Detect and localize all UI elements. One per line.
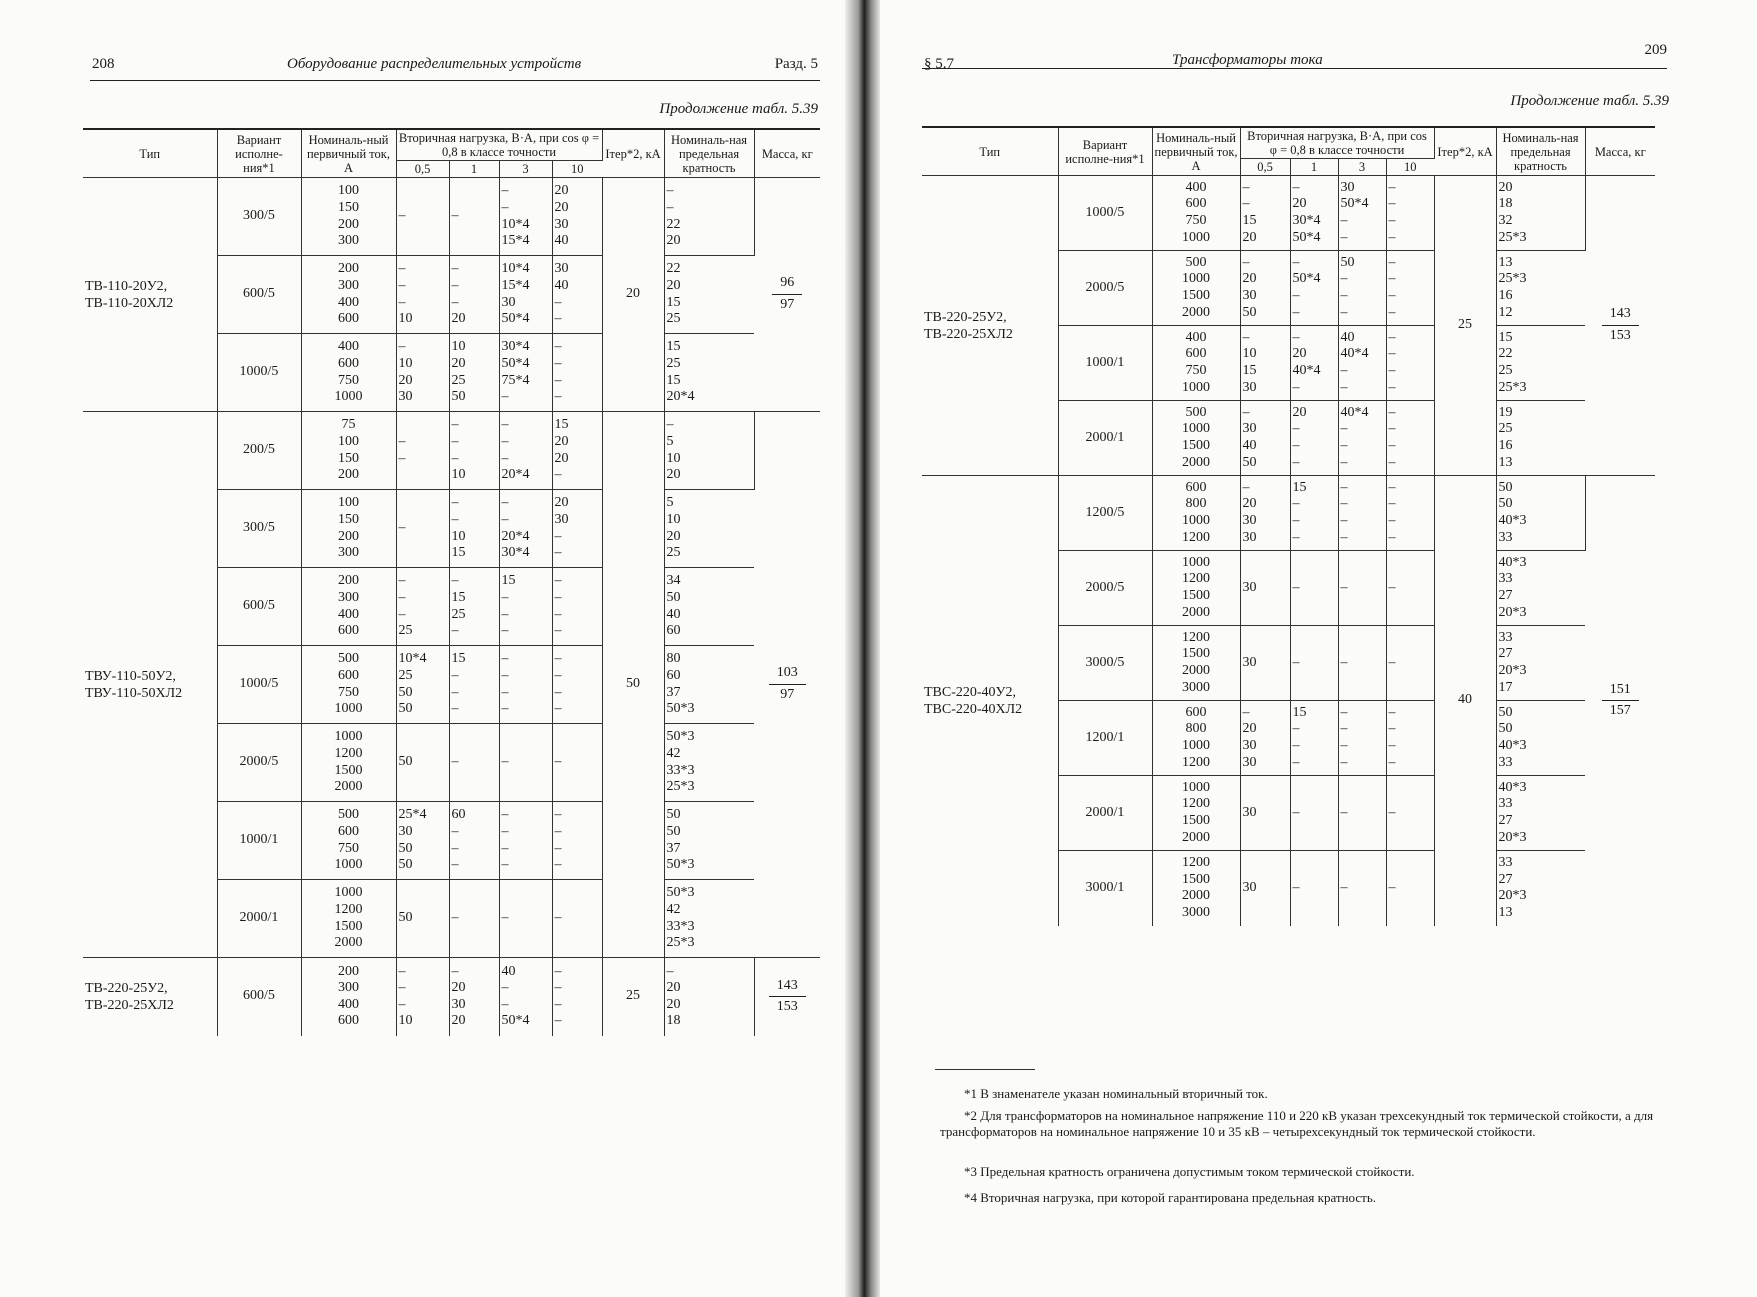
col-header-class-1: 1 — [449, 161, 499, 178]
load-class-3-cell: – — [1338, 851, 1386, 926]
current-cell: 1000 1200 1500 2000 — [1152, 551, 1240, 626]
load-class-1-cell: – 50*4 – – — [1290, 251, 1338, 326]
load-class-10-cell: 20 20 30 40 — [552, 178, 602, 256]
load-class-10-cell: – — [1386, 551, 1434, 626]
ratio-cell: – 20 20 18 — [664, 958, 754, 1036]
load-class-1-cell: – — [1290, 776, 1338, 851]
load-class-1-cell: – — [449, 178, 499, 256]
load-class-05-cell: – – 15 20 — [1240, 176, 1290, 251]
mass-numerator: 151 — [1602, 682, 1639, 702]
variant-cell: 300/5 — [217, 490, 301, 568]
load-class-3-cell: – — [499, 724, 552, 802]
left-page-number: 208 — [92, 56, 115, 72]
col-header-class-3: 3 — [1338, 159, 1386, 176]
mass-cell — [1585, 476, 1655, 926]
load-class-1-cell: – – 10 15 — [449, 490, 499, 568]
load-class-3-cell: – — [499, 880, 552, 958]
right-running-title: Трансформаторы тока — [1172, 52, 1323, 68]
variant-cell: 300/5 — [217, 178, 301, 256]
type-cell: ТВ-220-25У2, ТВ-220-25ХЛ2 — [83, 958, 217, 1036]
ratio-cell: – – 22 20 — [664, 178, 754, 256]
load-class-3-cell: – — [1338, 626, 1386, 701]
load-class-05-cell: – 10 20 30 — [396, 334, 449, 412]
variant-cell: 1200/1 — [1058, 701, 1152, 776]
load-class-3-cell: – – – – — [499, 646, 552, 724]
load-class-10-cell: – – – – — [552, 802, 602, 880]
ratio-cell: 50 50 37 50*3 — [664, 802, 754, 880]
load-class-1-cell: 15 – – – — [1290, 701, 1338, 776]
col-header-class-05: 0,5 — [1240, 159, 1290, 176]
ratio-cell: 40*3 33 27 20*3 — [1496, 551, 1585, 626]
current-cell: 1000 1200 1500 2000 — [301, 880, 396, 958]
load-class-3-cell: 15 – – – — [499, 568, 552, 646]
ratio-cell: 34 50 40 60 — [664, 568, 754, 646]
load-class-05-cell: – – – 10 — [396, 256, 449, 334]
load-class-10-cell: – — [1386, 776, 1434, 851]
col-header-iter: Iтер*2, кА — [1434, 127, 1496, 176]
load-class-3-cell: 10*4 15*4 30 50*4 — [499, 256, 552, 334]
load-class-3-cell: 40*4 – – – — [1338, 401, 1386, 476]
table-row — [922, 476, 1655, 551]
table-row — [83, 412, 820, 490]
mass-numerator: 103 — [769, 665, 806, 685]
ratio-cell: 50 50 40*3 33 — [1496, 476, 1585, 551]
load-class-3-cell: 30 50*4 – – — [1338, 176, 1386, 251]
variant-cell: 2000/5 — [217, 724, 301, 802]
col-header-type: Тип — [83, 129, 217, 178]
variant-cell: 2000/5 — [1058, 251, 1152, 326]
current-cell: 100 150 200 300 — [301, 178, 396, 256]
col-header-class-1: 1 — [1290, 159, 1338, 176]
col-header-kr: Номиналь-ная предельная кратность — [664, 129, 754, 178]
load-class-1-cell: – – – 10 — [449, 412, 499, 490]
variant-cell: 2000/5 — [1058, 551, 1152, 626]
current-cell: 400 600 750 1000 — [1152, 326, 1240, 401]
col-header-load: Вторичная нагрузка, В·А, при cos φ = 0,8 в классе точности — [1240, 127, 1434, 159]
load-class-3-cell: 30*4 50*4 75*4 – — [499, 334, 552, 412]
variant-cell: 1000/1 — [217, 802, 301, 880]
ratio-cell: 50*3 42 33*3 25*3 — [664, 880, 754, 958]
load-class-3-cell: – — [1338, 551, 1386, 626]
type-cell: ТВС-220-40У2, ТВС-220-40ХЛ2 — [922, 476, 1058, 926]
left-table-caption: Продолжение табл. 5.39 — [659, 101, 818, 117]
ratio-cell: 15 25 15 20*4 — [664, 334, 754, 412]
col-header-mass: Масса, кг — [1585, 127, 1655, 176]
variant-cell: 600/5 — [217, 256, 301, 334]
right-page-number: 209 — [1644, 42, 1667, 58]
load-class-05-cell: – – — [396, 412, 449, 490]
load-class-05-cell: 30 — [1240, 851, 1290, 926]
load-class-10-cell: – — [1386, 851, 1434, 926]
ratio-cell: 33 27 20*3 13 — [1496, 851, 1585, 926]
load-class-10-cell: – – – – — [552, 646, 602, 724]
load-class-05-cell: – 20 30 30 — [1240, 476, 1290, 551]
type-cell: ТВ-220-25У2, ТВ-220-25ХЛ2 — [922, 176, 1058, 476]
mass-fraction — [1602, 306, 1639, 344]
variant-cell: 600/5 — [217, 568, 301, 646]
col-header-load: Вторичная нагрузка, В·А, при cos φ = 0,8 в классе точности — [396, 129, 602, 161]
ratio-cell: 40*3 33 27 20*3 — [1496, 776, 1585, 851]
load-class-10-cell: – – – – — [1386, 701, 1434, 776]
mass-fraction — [769, 978, 806, 1016]
current-cell: 100 150 200 300 — [301, 490, 396, 568]
load-class-10-cell: 20 30 – – — [552, 490, 602, 568]
load-class-1-cell: 10 20 25 50 — [449, 334, 499, 412]
load-class-3-cell: – – – – — [1338, 701, 1386, 776]
ratio-cell: 19 25 16 13 — [1496, 401, 1585, 476]
left-running-title: Оборудование распределительных устройств — [287, 56, 582, 72]
mass-denominator: 157 — [1609, 703, 1631, 719]
footnote-1: *1 В знаменателе указан номинальный вторичный ток. — [964, 1086, 1268, 1101]
current-cell: 1000 1200 1500 2000 — [301, 724, 396, 802]
ratio-cell: 80 60 37 50*3 — [664, 646, 754, 724]
load-class-1-cell: – — [1290, 851, 1338, 926]
right-running-header — [922, 42, 1667, 72]
right-page — [880, 0, 1757, 1297]
load-class-1-cell: – — [449, 724, 499, 802]
right-data-table — [922, 126, 1655, 926]
load-class-10-cell: – – – – — [1386, 251, 1434, 326]
load-class-10-cell: – – – – — [1386, 176, 1434, 251]
mass-denominator: 153 — [1609, 328, 1631, 343]
mass-denominator: 97 — [780, 687, 795, 702]
current-cell: 400 600 750 1000 — [1152, 176, 1240, 251]
load-class-1-cell: – 20 40*4 – — [1290, 326, 1338, 401]
current-cell: 1200 1500 2000 3000 — [1152, 851, 1240, 926]
load-class-10-cell: – – – – — [1386, 401, 1434, 476]
load-class-05-cell: 30 — [1240, 776, 1290, 851]
col-header-current: Номиналь-ный первичный ток, А — [1152, 127, 1240, 176]
current-cell: 500 1000 1500 2000 — [1152, 251, 1240, 326]
load-class-3-cell: 40 40*4 – – — [1338, 326, 1386, 401]
load-class-10-cell: – — [552, 880, 602, 958]
load-class-05-cell: 10*4 25 50 50 — [396, 646, 449, 724]
ratio-cell: 15 22 25 25*3 — [1496, 326, 1585, 401]
load-class-05-cell: 30 — [1240, 626, 1290, 701]
footnote-3: *3 Предельная кратность ограничена допустимым током термической стойкости. — [964, 1164, 1415, 1179]
variant-cell: 2000/1 — [217, 880, 301, 958]
table-row — [83, 958, 820, 1036]
variant-cell: 1000/1 — [1058, 326, 1152, 401]
mass-denominator: 97 — [780, 297, 795, 312]
variant-cell: 600/5 — [217, 958, 301, 1036]
left-section-label: Разд. 5 — [774, 56, 818, 72]
current-cell: 200 300 400 600 — [301, 568, 396, 646]
type-cell: ТВ-110-20У2, ТВ-110-20ХЛ2 — [83, 178, 217, 412]
left-page — [0, 0, 845, 1297]
current-cell: 75 100 150 200 — [301, 412, 396, 490]
load-class-10-cell: 30 40 – – — [552, 256, 602, 334]
variant-cell: 1200/5 — [1058, 476, 1152, 551]
col-header-class-3: 3 — [499, 161, 552, 178]
mass-fraction — [772, 275, 802, 313]
footnote-2: *2 Для трансформаторов на номинальное напряжение 110 и 220 кВ указан трехсекундный ток термической стойкости, а для трансформаторов на номинальное напряжение 10 и 35 кВ – четырехсекундный ток термической стойкости. — [940, 1108, 1654, 1139]
footnote-rule — [935, 1069, 1035, 1070]
ratio-cell: – 5 10 20 — [664, 412, 754, 490]
current-cell: 500 600 750 1000 — [301, 802, 396, 880]
iter-cell: 25 — [1434, 176, 1496, 476]
load-class-1-cell: – 20 30*4 50*4 — [1290, 176, 1338, 251]
load-class-05-cell: – – – 10 — [396, 958, 449, 1036]
load-class-1-cell: 15 – – – — [1290, 476, 1338, 551]
ratio-cell: 13 25*3 16 12 — [1496, 251, 1585, 326]
load-class-05-cell: 50 — [396, 724, 449, 802]
type-cell: ТВУ-110-50У2, ТВУ-110-50ХЛ2 — [83, 412, 217, 958]
load-class-1-cell: – 20 30 20 — [449, 958, 499, 1036]
right-section-label: § 5.7 — [924, 56, 954, 72]
load-class-10-cell: – – – – — [1386, 326, 1434, 401]
ratio-cell: 50 50 40*3 33 — [1496, 701, 1585, 776]
variant-cell: 2000/1 — [1058, 776, 1152, 851]
table-row — [83, 178, 820, 256]
mass-fraction — [1602, 682, 1639, 720]
col-header-class-10: 10 — [552, 161, 602, 178]
current-cell: 1000 1200 1500 2000 — [1152, 776, 1240, 851]
load-class-1-cell: – 15 25 – — [449, 568, 499, 646]
left-running-header — [90, 54, 820, 81]
ratio-cell: 5 10 20 25 — [664, 490, 754, 568]
load-class-3-cell: – – 20*4 30*4 — [499, 490, 552, 568]
load-class-10-cell: – — [552, 724, 602, 802]
mass-cell — [1585, 176, 1655, 476]
load-class-1-cell: 20 – – – — [1290, 401, 1338, 476]
current-cell: 500 600 750 1000 — [301, 646, 396, 724]
load-class-1-cell: – — [1290, 551, 1338, 626]
current-cell: 600 800 1000 1200 — [1152, 476, 1240, 551]
col-header-type: Тип — [922, 127, 1058, 176]
load-class-1-cell: 60 – – – — [449, 802, 499, 880]
variant-cell: 200/5 — [217, 412, 301, 490]
mass-cell — [754, 958, 820, 1036]
book-spine — [845, 0, 880, 1297]
load-class-05-cell: 50 — [396, 880, 449, 958]
mass-numerator: 143 — [1602, 306, 1639, 326]
variant-cell: 3000/5 — [1058, 626, 1152, 701]
current-cell: 500 1000 1500 2000 — [1152, 401, 1240, 476]
ratio-cell: 20 18 32 25*3 — [1496, 176, 1585, 251]
col-header-variant: Вариант исполне-ния*1 — [1058, 127, 1152, 176]
load-class-05-cell: – — [396, 178, 449, 256]
mass-cell — [754, 178, 820, 412]
load-class-05-cell: – 10 15 30 — [1240, 326, 1290, 401]
variant-cell: 1000/5 — [217, 646, 301, 724]
current-cell: 1200 1500 2000 3000 — [1152, 626, 1240, 701]
iter-cell: 50 — [602, 412, 664, 958]
mass-fraction — [769, 665, 806, 703]
mass-denominator: 153 — [776, 999, 798, 1015]
variant-cell: 3000/1 — [1058, 851, 1152, 926]
load-class-3-cell: – – – – — [1338, 476, 1386, 551]
load-class-05-cell: – 20 30 50 — [1240, 251, 1290, 326]
ratio-cell: 33 27 20*3 17 — [1496, 626, 1585, 701]
table-row — [922, 176, 1655, 251]
variant-cell: 1000/5 — [1058, 176, 1152, 251]
load-class-05-cell: 30 — [1240, 551, 1290, 626]
iter-cell: 40 — [1434, 476, 1496, 926]
variant-cell: 1000/5 — [217, 334, 301, 412]
load-class-10-cell: – – – – — [552, 958, 602, 1036]
iter-cell: 20 — [602, 178, 664, 412]
col-header-variant: Вариант исполне-ния*1 — [217, 129, 301, 178]
load-class-05-cell: – – – 25 — [396, 568, 449, 646]
load-class-3-cell: – – 10*4 15*4 — [499, 178, 552, 256]
load-class-1-cell: 15 – – – — [449, 646, 499, 724]
current-cell: 600 800 1000 1200 — [1152, 701, 1240, 776]
mass-numerator: 143 — [769, 978, 806, 998]
load-class-10-cell: – – – – — [552, 334, 602, 412]
load-class-05-cell: – 30 40 50 — [1240, 401, 1290, 476]
variant-cell: 2000/1 — [1058, 401, 1152, 476]
load-class-10-cell: – – – – — [1386, 476, 1434, 551]
load-class-3-cell: – – – 20*4 — [499, 412, 552, 490]
load-class-10-cell: 15 20 20 – — [552, 412, 602, 490]
load-class-3-cell: 50 – – – — [1338, 251, 1386, 326]
right-table-caption: Продолжение табл. 5.39 — [1510, 93, 1669, 109]
load-class-05-cell: 25*4 30 50 50 — [396, 802, 449, 880]
load-class-05-cell: – 20 30 30 — [1240, 701, 1290, 776]
load-class-1-cell: – — [449, 880, 499, 958]
current-cell: 200 300 400 600 — [301, 256, 396, 334]
load-class-3-cell: – – – – — [499, 802, 552, 880]
col-header-iter: Iтер*2, кА — [602, 129, 664, 178]
load-class-1-cell: – – – 20 — [449, 256, 499, 334]
mass-numerator: 96 — [772, 275, 802, 295]
footnote-4: *4 Вторичная нагрузка, при которой гарантирована предельная кратность. — [964, 1190, 1376, 1205]
col-header-class-10: 10 — [1386, 159, 1434, 176]
ratio-cell: 22 20 15 25 — [664, 256, 754, 334]
load-class-3-cell: – — [1338, 776, 1386, 851]
load-class-1-cell: – — [1290, 626, 1338, 701]
col-header-mass: Масса, кг — [754, 129, 820, 178]
current-cell: 200 300 400 600 — [301, 958, 396, 1036]
col-header-class-05: 0,5 — [396, 161, 449, 178]
load-class-10-cell: – — [1386, 626, 1434, 701]
load-class-10-cell: – – – – — [552, 568, 602, 646]
col-header-current: Номиналь-ный первичный ток, А — [301, 129, 396, 178]
load-class-05-cell: – — [396, 490, 449, 568]
load-class-3-cell: 40 – – 50*4 — [499, 958, 552, 1036]
current-cell: 400 600 750 1000 — [301, 334, 396, 412]
iter-cell: 25 — [602, 958, 664, 1036]
ratio-cell: 50*3 42 33*3 25*3 — [664, 724, 754, 802]
col-header-kr: Номиналь-ная предельная кратность — [1496, 127, 1585, 176]
left-data-table — [83, 128, 820, 1036]
mass-cell — [754, 412, 820, 958]
